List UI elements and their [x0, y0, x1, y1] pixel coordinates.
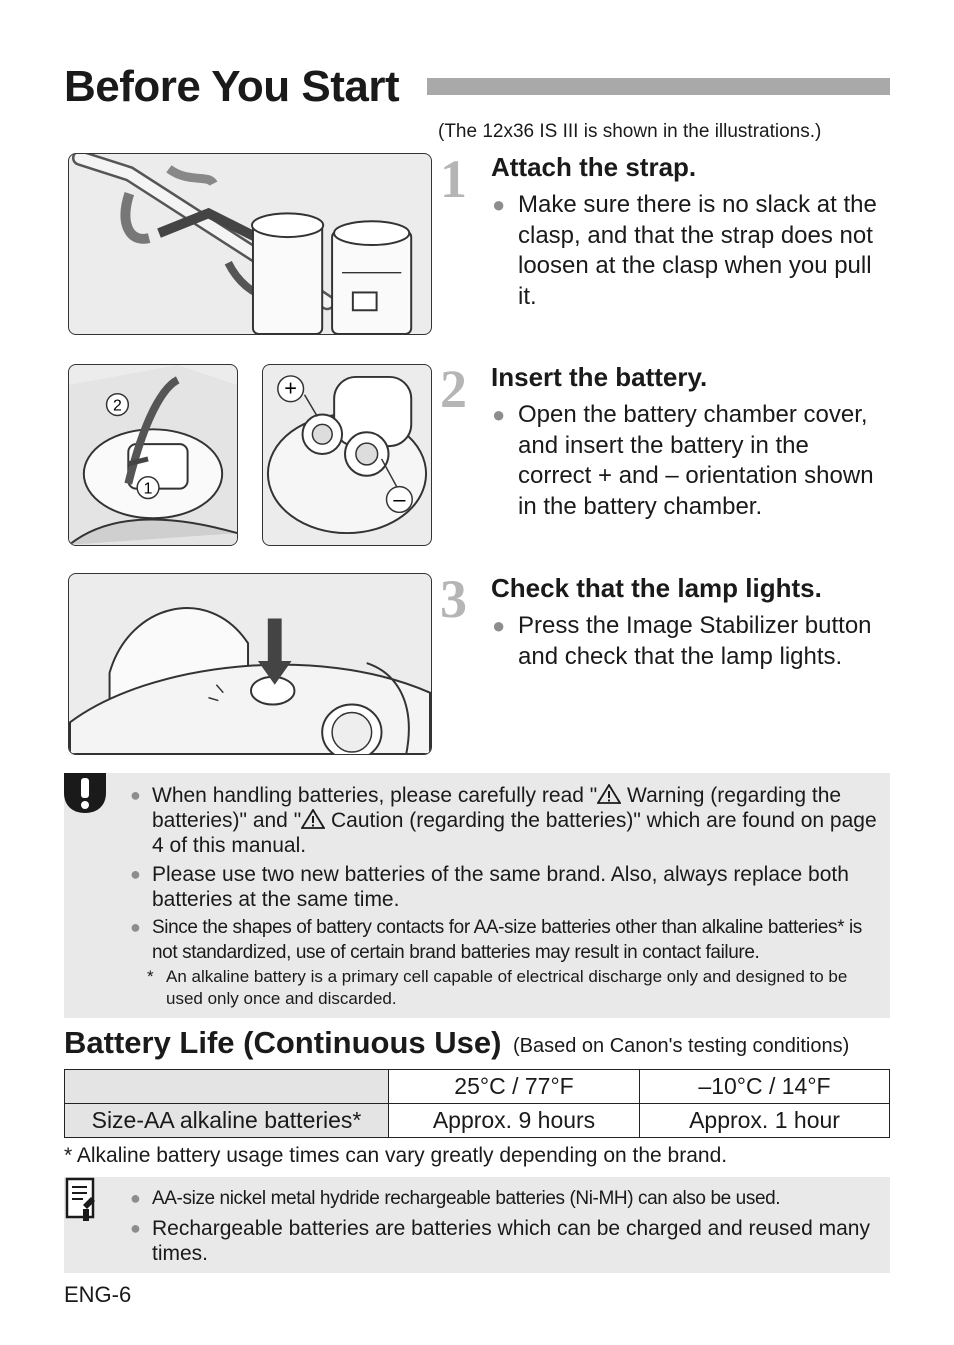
- step-3-text: Press the Image Stabilizer button and check that the lamp lights.: [518, 612, 872, 670]
- step-3-heading: Check that the lamp lights.: [491, 573, 822, 603]
- warning-triangle-icon: [597, 784, 621, 804]
- bullet-icon: ●: [130, 864, 141, 884]
- figure-insert-batteries: [262, 364, 432, 546]
- table-cell: Approx. 9 hours: [389, 1104, 640, 1138]
- table-header-row: [65, 1070, 890, 1104]
- table-header-cell: 25°C / 77°F: [389, 1070, 640, 1104]
- table-row-label: Size-AA alkaline batteries*: [65, 1104, 389, 1138]
- step-3-body: [492, 611, 882, 672]
- bullet-icon: ●: [130, 917, 141, 937]
- page-title: Before You Start: [64, 62, 400, 111]
- caution-item-2: [130, 862, 882, 912]
- battery-life-subtitle: (Based on Canon's testing conditions): [513, 1035, 850, 1057]
- caution-item-1-text: When handling batteries, please carefully read " Warning (regarding the batteries)" and " Caution (regarding the batteries)" which are found on page 4 of this manual.: [152, 784, 877, 857]
- bullet-icon: ●: [130, 1218, 141, 1238]
- callout-one: 1: [143, 480, 153, 498]
- figure-open-cover: [68, 364, 238, 546]
- step-1-text: Make sure there is no slack at the clasp, and that the strap does not loosen at the clasp when you pull it.: [518, 191, 877, 310]
- step-2-number: 2: [440, 359, 467, 419]
- bullet-icon: ●: [130, 1188, 141, 1208]
- page-number: ENG-6: [64, 1282, 132, 1307]
- caution-icon: [64, 773, 106, 813]
- step-2-text: Open the battery chamber cover, and insert the battery in the correct + and – orientation shown in the battery chamber.: [518, 401, 874, 520]
- table-footnote: * Alkaline battery usage times can vary greatly depending on the brand.: [64, 1144, 728, 1167]
- step-2-body: [492, 400, 882, 522]
- memo-item-2-text: Rechargeable batteries are batteries which can be charged and reused many times.: [152, 1217, 870, 1265]
- callout-two: 2: [113, 397, 122, 415]
- bullet-icon: ●: [492, 192, 506, 217]
- figure-press-button: [68, 573, 432, 755]
- memo-item-2: [130, 1216, 882, 1266]
- step-2-heading: Insert the battery.: [491, 362, 708, 392]
- caution-triangle-icon: [301, 809, 325, 829]
- memo-item-1: [130, 1186, 882, 1211]
- bullet-icon: ●: [130, 785, 141, 805]
- footnote-mark: *: [147, 967, 154, 986]
- minus-label: –: [393, 486, 406, 512]
- caution-footnote: [147, 966, 887, 1010]
- table-row: [65, 1104, 890, 1138]
- caution-item-3-text: Since the shapes of battery contacts for AA-size batteries other than alkaline batteries* is not standardized, use of certain brand batteries may result in contact failure.: [152, 917, 862, 963]
- step-1-number: 1: [440, 149, 467, 209]
- caution-footnote-text: An alkaline battery is a primary cell capable of electrical discharge only and designed to be used only once and discarded.: [166, 967, 848, 1008]
- battery-life-title: Battery Life (Continuous Use): [64, 1025, 502, 1060]
- figure-attach-strap: [68, 153, 432, 335]
- caution-item-3: [130, 915, 882, 965]
- step-1-heading: Attach the strap.: [491, 152, 697, 182]
- table-header-cell: –10°C / 14°F: [640, 1070, 890, 1104]
- title-rule: [427, 78, 890, 95]
- illustration-note: (The 12x36 IS III is shown in the illustrations.): [438, 121, 822, 142]
- memo-item-1-text: AA-size nickel metal hydride rechargeable batteries (Ni-MH) can also be used.: [152, 1188, 781, 1209]
- bullet-icon: ●: [492, 402, 506, 427]
- battery-life-table: [64, 1069, 890, 1138]
- table-header-cell: [65, 1070, 389, 1104]
- memo-icon: [65, 1177, 99, 1223]
- step-1-body: [492, 190, 882, 312]
- caution-item-1: [130, 783, 882, 858]
- caution-item-2-text: Please use two new batteries of the same brand. Also, always replace both batteries at the same time.: [152, 863, 849, 911]
- table-cell: Approx. 1 hour: [640, 1104, 890, 1138]
- plus-label: +: [284, 375, 298, 401]
- bullet-icon: ●: [492, 613, 506, 638]
- step-3-number: 3: [440, 569, 467, 629]
